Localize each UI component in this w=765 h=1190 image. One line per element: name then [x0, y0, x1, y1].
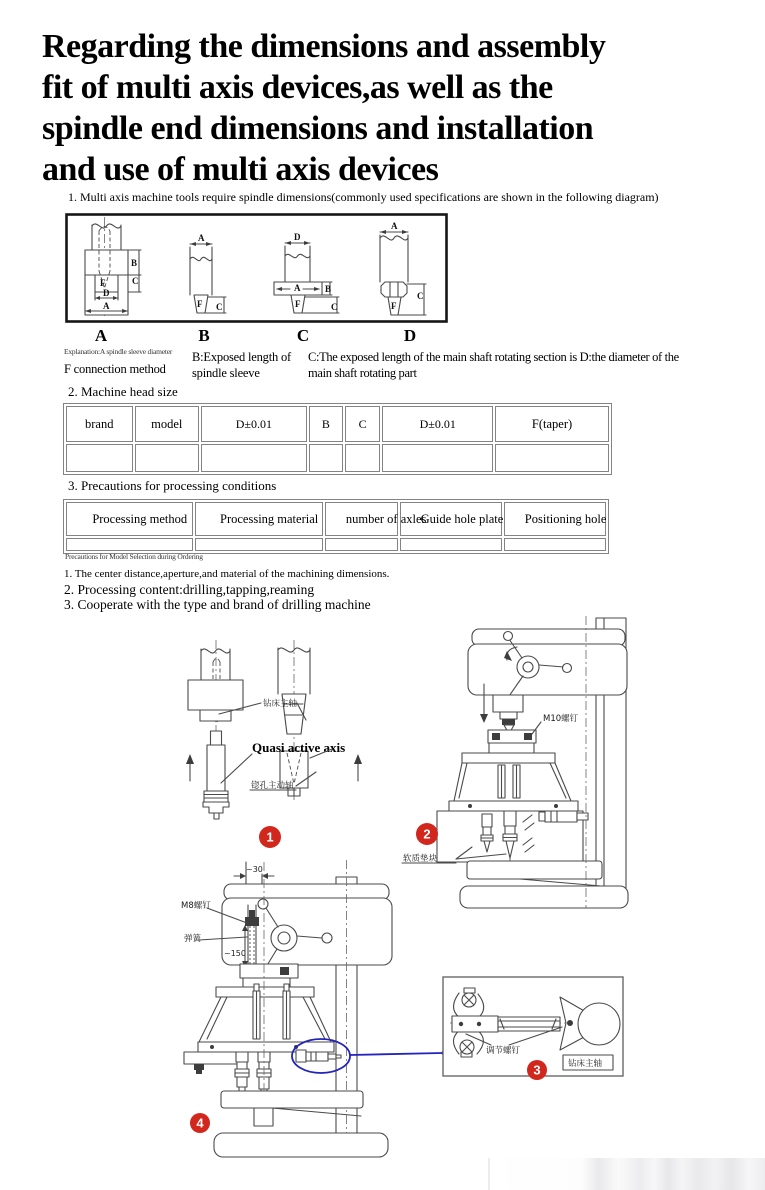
- t1-empty-cell: [66, 444, 133, 472]
- svg-text:3: 3: [533, 1062, 541, 1078]
- t2-col-number-of-axles: number of axles: [325, 502, 398, 536]
- m8-screw-label: M8螺钉: [181, 901, 211, 911]
- svg-text:2: 2: [423, 826, 431, 842]
- caption-c: C: [296, 326, 310, 345]
- ordering-item: 1. The center distance,aperture,and material of the machining dimensions.: [64, 568, 390, 580]
- t1-empty-cell: [382, 444, 493, 472]
- t1-empty-cell: [495, 444, 609, 472]
- bottom-right-stripes: [488, 1158, 765, 1190]
- page-title: [42, 26, 732, 190]
- diagram-4-drill-press-spring: [181, 860, 446, 1157]
- svg-text:C: C: [331, 302, 338, 312]
- svg-text:F: F: [295, 299, 301, 309]
- t1-empty-cell: [345, 444, 380, 472]
- svg-text:C: C: [132, 276, 139, 286]
- section-head-size-heading: 2. Machine head size: [68, 384, 178, 399]
- ordering-heading: Precautions for Model Selection during Ordering: [65, 552, 203, 561]
- spindle-dimension-figure: [63, 212, 453, 328]
- ordering-item: 2. Processing content:drilling,tapping,reaming: [64, 582, 315, 597]
- section-precautions-heading: 3. Precautions for processing conditions: [68, 478, 277, 493]
- t2-col-processing-method: Processing method: [66, 502, 193, 536]
- t1-col-brand: brand: [66, 406, 133, 442]
- explanation-b-line1: B:Exposed length of: [192, 350, 291, 364]
- t2-col-guide-hole-plate: Guide hole plate: [400, 502, 502, 536]
- svg-text:A: A: [294, 283, 301, 293]
- drill-spindle-boxed-label: 钻床主轴: [568, 1059, 603, 1069]
- machine-diagrams-figure: [0, 615, 765, 1165]
- dim-150-label: ~150: [224, 949, 246, 958]
- page-title-line: Regarding the dimensions and assembly: [42, 28, 606, 65]
- t1-empty-cell: [135, 444, 199, 472]
- step-2-badge: [416, 823, 438, 845]
- svg-text:1: 1: [266, 829, 274, 845]
- t1-col-c: C: [345, 406, 380, 442]
- explanation-b-line2: spindle sleeve: [192, 366, 260, 380]
- table-empty-row: [66, 444, 609, 472]
- t2-empty-cell: [195, 538, 322, 551]
- t2-empty-cell: [325, 538, 398, 551]
- quasi-active-axis-label: Quasi active axis: [252, 740, 346, 755]
- t2-empty-cell: [504, 538, 606, 551]
- explanation-cd-line2: main shaft rotating part: [308, 366, 417, 380]
- explanation-cd-line1: C:The exposed length of the main shaft rotating section is D:the diameter of the: [308, 350, 679, 364]
- svg-text:D: D: [294, 232, 301, 242]
- t1-col-b: B: [309, 406, 343, 442]
- svg-text:F: F: [197, 299, 203, 309]
- diagram-1-spindle-comparison: [186, 640, 362, 822]
- soft-pad-label: 软质垫块: [403, 854, 438, 864]
- ordering-item: 3. Cooperate with the type and brand of drilling machine: [64, 597, 371, 612]
- step-1-badge: [259, 826, 281, 848]
- t2-empty-cell: [400, 538, 502, 551]
- svg-text:F: F: [391, 301, 397, 311]
- explanation-tiny-text: Explanation:A spindle sleeve diameter: [64, 347, 173, 356]
- svg-text:A: A: [391, 221, 398, 231]
- t2-col-positioning-hole: Positioning hole: [504, 502, 606, 536]
- t2-empty-cell: [66, 538, 193, 551]
- svg-text:D: D: [103, 288, 110, 298]
- caption-d: D: [403, 326, 417, 345]
- machine-head-size-table: [63, 403, 612, 475]
- svg-text:B: B: [131, 258, 138, 268]
- t1-col-f-taper: F(taper): [495, 406, 609, 442]
- drill-spindle-label: 钻床主轴: [263, 699, 298, 709]
- m10-screw-label: M10螺钉: [543, 714, 579, 724]
- explanation-b: [192, 349, 291, 381]
- step-4-badge: [190, 1113, 210, 1133]
- explanation-cd: [308, 349, 679, 381]
- t1-empty-cell: [201, 444, 307, 472]
- processing-conditions-table: [63, 499, 609, 554]
- intro-text: 1. Multi axis machine tools require spindle dimensions(commonly used specifications are shown in the following diagram): [68, 190, 659, 204]
- t1-col-model: model: [135, 406, 199, 442]
- table-header-row: [66, 502, 606, 536]
- page-title-line: fit of multi axis devices,as well as the: [42, 69, 553, 106]
- svg-text:4: 4: [196, 1115, 204, 1131]
- svg-text:C: C: [417, 291, 424, 301]
- table-header-row: [66, 406, 609, 442]
- dim-30-label: ~30: [246, 865, 263, 874]
- t1-col-d1: D±0.01: [201, 406, 307, 442]
- svg-text:B: B: [325, 284, 332, 294]
- adjust-screw-label: 调节螺钉: [486, 1046, 521, 1056]
- spring-label: 弹簧: [184, 934, 202, 944]
- svg-text:F: F: [100, 278, 106, 288]
- step-3-badge: [527, 1060, 547, 1080]
- caption-a: A: [94, 326, 108, 345]
- svg-text:A: A: [198, 233, 205, 243]
- svg-text:C: C: [216, 302, 223, 312]
- connector-line: [350, 1053, 442, 1055]
- t1-empty-cell: [309, 444, 343, 472]
- explanation-f: F connection method: [64, 362, 166, 376]
- t1-col-d2: D±0.01: [382, 406, 493, 442]
- table-empty-row: [66, 538, 606, 551]
- page-title-line: spindle end dimensions and installation: [42, 110, 594, 147]
- svg-text:A: A: [103, 301, 110, 311]
- page-title-line: and use of multi axis devices: [42, 151, 439, 188]
- t2-col-processing-material: Processing material: [195, 502, 322, 536]
- caption-b: B: [198, 326, 210, 345]
- diagram-2-drill-press: [402, 616, 628, 908]
- countersink-spindle-label: 锪孔主动轴: [251, 781, 294, 791]
